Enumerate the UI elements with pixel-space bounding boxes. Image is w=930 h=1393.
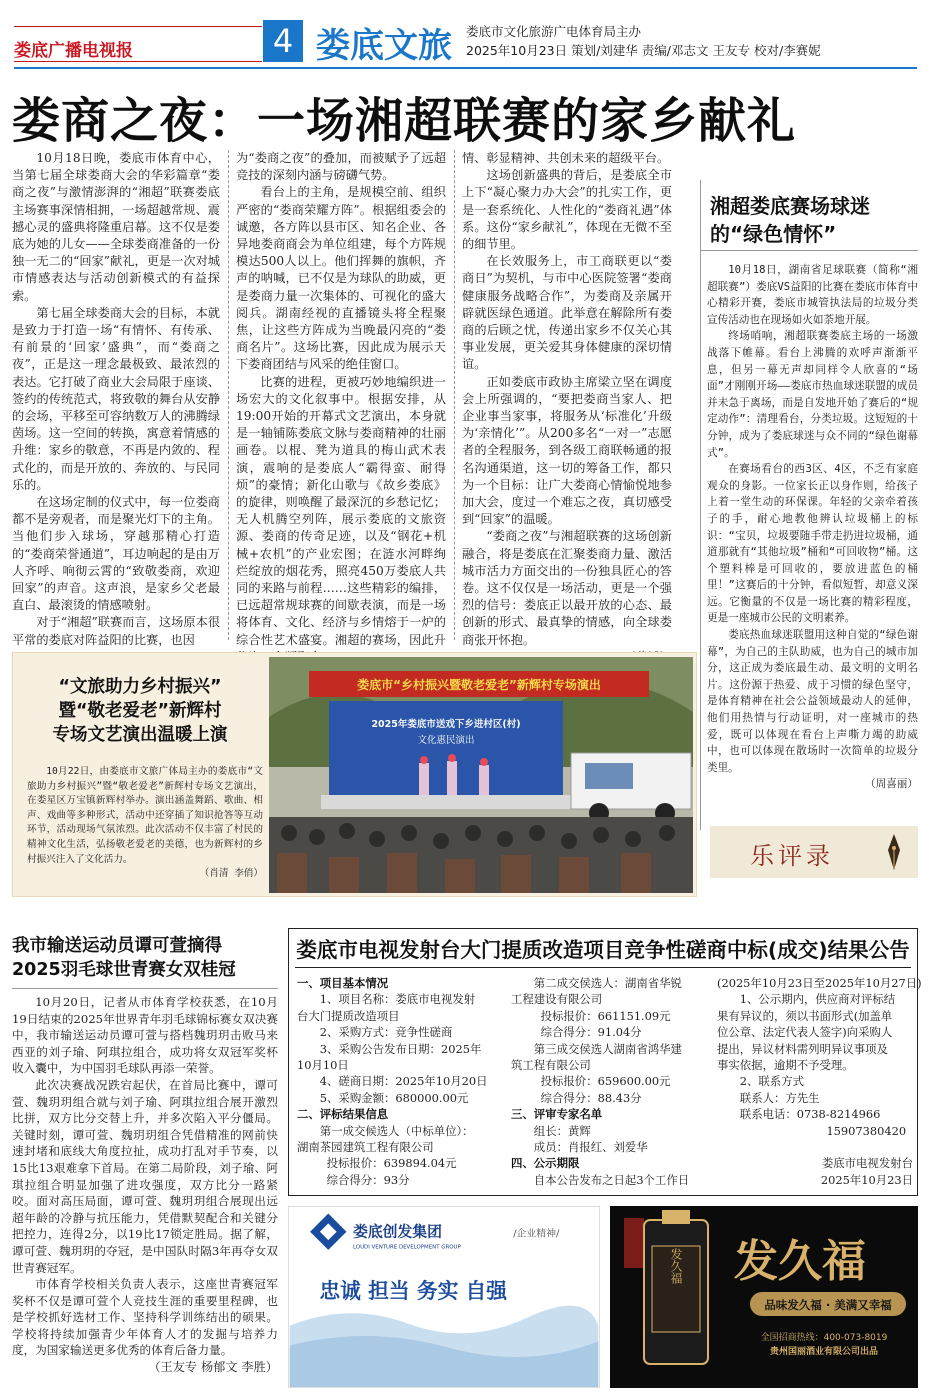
notice-line: 自本公告发布之日起3个工作日 (533, 1172, 690, 1187)
ad1-company-name: 娄底创发集团 (353, 1223, 442, 1241)
notice-line: 2025年10月23日 (820, 1172, 913, 1187)
notice-line: 第三成交侯选人湖南省鸿华建 (533, 1041, 682, 1056)
fans-paragraph: 10月18日，湖南省足球联赛（简称“湘超联赛”）娄底VS益阳的比赛在娄底市体育中心精彩开赛，娄底市城管执法局的垃圾分类宣传活动也在现场如火如荼地开展。 (707, 264, 918, 326)
badminton-title-rule (12, 988, 278, 989)
article-column-3 (462, 150, 672, 647)
article-paragraph: “娄商之夜”与湘超联赛的这场创新融合，将是娄底在汇聚娄商力量、激活城市活力方面交出的一份独具匠心的答卷。这不仅仅是一场活动，更是一个强烈的信号：娄底正以最开放的心态、最创新的形式、最真挚的情感，向全球娄商张开怀抱。 (462, 529, 672, 647)
notice-line: 联系人：方先生 (739, 1090, 820, 1105)
credits-line: 2025年10月23日 策划/刘建华 责编/邓志文 王友专 校对/李赛妮 (466, 43, 821, 58)
bottle-label-text: 发久福 (669, 1248, 683, 1284)
article-paragraph: 10月18日晚，娄底市体育中心，当第七届全球娄商大会的华彩篇章“娄商之夜”与激情澎湃的“湘超”联赛娄底主场赛事深情相拥，一场超越常规、震撼心灵的盛典将隆重启幕。这不仅是娄底为她的儿女——全球娄商准备的一份独一无二的“回家”献礼，更是一次对城市情感表达与活动创新模式的有益探索。 (12, 151, 220, 303)
notice-line: 娄底市电视发射台 (821, 1156, 913, 1171)
column-divider (228, 150, 229, 640)
culture-signature: （肖清 李俏） (199, 868, 263, 880)
notice-line: 10月10日 (297, 1058, 349, 1073)
notice-line: 2、联系方式 (739, 1074, 804, 1089)
banner-text: 娄底市“乡村振兴暨敬老爱老”新辉村专场演出 (357, 678, 601, 692)
notice-line: 联系电话：0738-8214966 (739, 1107, 881, 1122)
badminton-story-title (12, 934, 278, 982)
fans-paragraph: 在赛场看台的西3区、4区，不乏有家庭观众的身影。一位家长正以身作则，给孩子上着一堂生动的环保课。年轻的父亲牵着孩子的手，耐心地教他辨认垃圾桶上的标识：“宝贝，垃圾要随手带走扔进垃圾桶，通道那就有“其他垃圾”桶和“可回收物”桶。这个塑料棒是可回收的，要放进蓝色的桶里！”这赛后的十分钟，看似短暂，却意义深远。它衡量的不仅是一场比赛的精彩程度，更是一座城市公民的文明素养。 (707, 463, 918, 625)
fans-signature: （周喜丽） (865, 778, 918, 791)
notice-line: 综合得分：93分 (326, 1172, 410, 1187)
notice-section-heading: 三、评审专家名单 (511, 1107, 603, 1122)
notice-section-heading: 一、项目基本情况 (297, 976, 389, 990)
notice-line: 事实依据，逾期不予受理。 (717, 1058, 854, 1073)
notice-line: 2、采购方式：竞争性磋商 (319, 1025, 453, 1040)
culture-title-line: 暨“敬老爱老”新辉村 (58, 701, 222, 721)
fans-title-rule (700, 250, 918, 251)
notice-section-heading: 二、评标结果信息 (297, 1107, 389, 1122)
fans-paragraph: 娄底热血球迷联盟用这种自觉的“绿色谢幕”，为自己的主队助威，也为自己的城市加分，这正成为娄底最生动、最文明的文明名片。这份源于热爱、成于习惯的绿色坚守，是体育精神在社会公益领域最动人的延伸，他们用热情与行动证明，对一座城市的热爱，既可以体现在看台上声嘶力竭的助威中，也可以体现在散场时一次简单的垃圾分类里。 (707, 629, 918, 774)
ad2-hotline: 全国招商热线：400-073-8019 (760, 1333, 888, 1343)
masthead-rule (14, 67, 917, 69)
notice-line: 位公章、法定代表人签字)向采购人 (717, 1025, 893, 1040)
column-divider (454, 150, 455, 640)
badminton-title-line: 2025羽毛球世青赛女双桂冠 (12, 960, 236, 980)
lepinglu-label: 乐评录 (750, 842, 834, 870)
badminton-paragraph: 10月20日，记者从市体育学校获悉，在10月19日结束的2025年世界青年羽毛球锦标赛女双决赛中，我市输送运动员谭可萱与搭档魏玥玥击败马来西亚的刘子瑜、阿琪拉组合，成功将女双冠军奖杯收入囊中，为中国羽毛球队再添一荣誉。 (12, 995, 278, 1076)
article-paragraph: 情、彰显精神、共创未来的超级平台。 (462, 151, 670, 165)
ad2-slogan: 品味发久福 · 美满又幸福 (764, 1298, 892, 1312)
fajiufu-liquor-ad (610, 1206, 918, 1388)
fans-paragraph: 终场哨响，湘超联赛娄底主场的一场激战落下帷幕。看台上沸腾的欢呼声渐渐平息，但另一幕无声却同样令人欣喜的“场面”才刚刚开场——娄底市热血球迷联盟的成员并未急于离场，而是自发地开始了赛后的“规定动作”：清理看台，分类垃圾。这短短的十分钟，成为了娄底球迷与众不同的“绿色谢幕式”。 (707, 330, 918, 459)
notice-line: 1、公示期内，供应商对评标结 (739, 992, 896, 1007)
culture-story-box (12, 652, 697, 897)
culture-title-line: “文旅助力乡村振兴” (58, 677, 222, 697)
article-paragraph: 为“娄商之夜”的叠加，而被赋予了远超竞技的深刻内涵与磅礴气势。 (236, 151, 446, 183)
notice-line: 工程建设有限公司 (511, 992, 603, 1007)
article-paragraph: 在长效服务上，市工商联更以“娄商日”为契机，与市中心医院签署“娄商健康服务战略合作”，为娄商及亲属开辟就医绿色通道。此举意在解除所有娄商的后顾之忧，传递出家乡不仅关心其事业发展，更关爱其身体健康的深切情谊。 (462, 254, 672, 372)
notice-line: 台大门提质改造项目 (297, 1008, 400, 1023)
badminton-signature: （王友专 杨郁文 李胜） (148, 1360, 278, 1375)
notice-line: 4、磋商日期：2025年10月20日 (319, 1074, 488, 1089)
main-headline: 娄商之夜：一场湘超联赛的家乡献礼 (12, 93, 797, 149)
notice-line: 组长：黄辉 (533, 1123, 591, 1138)
notice-column-2 (511, 975, 711, 1188)
notice-line: 综合得分：88.43分 (540, 1090, 642, 1105)
ad1-company-en: LOUDI VENTURE DEVELOPMENT GROUP (353, 1244, 461, 1251)
notice-line: 15907380420 (826, 1123, 907, 1138)
badminton-paragraph: 市体育学校相关负责人表示，这座世青赛冠军奖杯不仅是谭可萱个人竞技生涯的重要里程碑，也是学校抓好选材工作、坚持科学训练结出的硕果。学校将持续加强青少年体育人才的发掘与培养力度，为国家输送更多优秀的体育后备力量。 (12, 1277, 278, 1358)
article-column-2 (236, 150, 446, 647)
column-logo-lepinglu (710, 826, 918, 878)
badminton-paragraph: 此次决赛战况跌宕起伏，在首局比赛中，谭可萱、魏玥玥组合就与刘子瑜、阿琪拉组合展开激烈比拼，双方比分交替上升，并多次陷入平分僵局。关键时刻，谭可萱、魏玥玥组合凭借精准的网前快速封堵和底线大角度拉扯，成功打乱对手节奏，以15比13艰难拿下首局。在第二局阶段，刘子瑜、阿琪拉组合明显加强了进攻强度，双方比分一路紧咬。面对高压局面，谭可萱、魏玥玥组合展现出远超年龄的冷静与抗压能力，凭借默契配合和关键分把控力，连得2分，以19比17锁定胜局。据了解，谭可萱、魏玥玥的夺冠，是中国队时隔3年再夺女双世青赛冠军。 (12, 1077, 278, 1275)
tender-result-notice (288, 928, 922, 1196)
notice-line: 5、采购金额：680000.00元 (319, 1090, 469, 1105)
liquor-bottle-icon (644, 1210, 708, 1364)
article-paragraph: 比赛的进程，更被巧妙地编织进一场宏大的文化叙事中。根据安排，从19:00开始的开幕式文艺演出，本身就是一轴铺陈娄底文脉与娄商精神的壮丽画卷。以棍、凳为道具的梅山武术表演，震响的是娄底人“霸得蛮、耐得烦”的豪情；新化山歌与《故乡娄底》的旋律，则唤醒了最深沉的乡愁记忆；无人机腾空列阵，展示娄底的文旅资源、娄商的传奇足迹，以及“钢花+机械+农机”的产业宏图；在涟水河畔绚烂绽放的烟花秀，照亮450万娄底人共同的来路与前程……这些精彩的编排，已远超常规球赛的间歇表演，而是一场将体育、文化、经济与乡情熔于一炉的综合性艺术盛宴。湘超的赛场，因此升 (236, 374, 446, 647)
notice-column-3 (717, 975, 922, 1188)
notice-line: 湖南茶园建筑工程有限公司 (297, 1140, 434, 1155)
notice-line: (2025年10月23日至2025年10月27日) (717, 976, 922, 990)
culture-story-title (25, 675, 255, 747)
notice-line: 提出，异议材料需列明异议事项及 (717, 1041, 888, 1056)
notice-column-1 (297, 975, 502, 1188)
notice-title: 娄底市电视发射台大门提质改造项目竞争性磋商中标(成交)结果公告 (295, 933, 911, 968)
notice-line: 筑工程有限公司 (511, 1058, 591, 1073)
notice-line: 第一成交候选人（中标单位）： (319, 1123, 474, 1138)
article-paragraph: 对于“湘超”联赛而言，这场原本很平常的娄底对阵益阳的比赛，也因 (12, 615, 220, 647)
ad1-spirit-label: /企业精神/ (513, 1228, 560, 1240)
sponsor-line: 娄底市文化旅游广电体育局主办 (466, 24, 642, 39)
stage-backdrop-line1: 2025年娄底市送戏下乡进村区(村) (371, 719, 521, 730)
notice-line: 综合得分：91.04分 (540, 1025, 642, 1040)
section-title: 娄底文旅 (316, 26, 452, 66)
ad1-slogan: 忠诚 担当 务实 自强 (319, 1278, 508, 1303)
fans-story-body (707, 262, 918, 822)
chuangfa-group-ad (288, 1206, 600, 1388)
fans-story-title: 湘超娄底赛场球迷的“绿色情怀” (710, 194, 870, 246)
culture-story-body (27, 765, 263, 882)
stage-performance-photo (269, 657, 693, 893)
notice-line: 3、采购公告发布日期：2025年 (319, 1041, 482, 1056)
stage-backdrop-line2: 文化惠民演出 (417, 735, 475, 746)
masthead (0, 0, 930, 70)
notice-line: 果有异议的，须以书面形式(加盖单 (717, 1008, 893, 1023)
article-paragraph: 在这场定制的仪式中，每一位娄商都不是旁观者，而是聚光灯下的主角。当他们步入球场，穿越那精心打造的“娄商荣誉通道”，耳边响起的是由万人齐呼、响彻云霄的“致敬娄商，欢迎回家”的声音。这声浪，是家乡父老最直白、最滚烫的情感喷射。 (12, 495, 220, 613)
notice-line: 投标报价：639894.04元 (326, 1156, 457, 1171)
notice-line: 成员：肖报红、刘爱华 (533, 1140, 648, 1155)
fountain-pen-icon (880, 832, 908, 872)
notice-line (717, 1139, 913, 1155)
notice-line: 投标报价：659600.00元 (540, 1074, 671, 1089)
article-paragraph: 看台上的主角，是规模空前、组织严密的“娄商荣耀方阵”。根据组委会的诚邀，各方阵以县市区、知名企业、各异地娄商商会为单位组建，每个方阵规模达500人以上。他们挥舞的旗帜，齐声的呐喊，已不仅是为球队的助威，更是娄商力量一次集体的、可视化的盛大阅兵。湖南经视的直播镜头将全程聚焦，让这些方阵成为当晚最闪亮的“娄商名片”。这场比赛，因此成为展示天下娄商团结与风采的绝佳窗口。 (236, 185, 446, 372)
notice-section-heading: 四、公示期限 (511, 1156, 580, 1171)
culture-paragraph: 10月22日，由娄底市文旅广体局主办的娄底市“文旅助力乡村振兴”暨“敬老爱老”新辉村专场文艺演出，在娄星区万宝镇新辉村举办。演出涵盖舞蹈、歌曲、相声、戏曲等多种形式，活动中还穿插了知识抢答等互动环节，活动现场气氛浓烈。此次活动不仅丰富了村民的精神文化生活，弘扬敬老爱老的美德，也为新辉村的乡村振兴注入了文化活力。 (27, 766, 263, 865)
ad2-brand-big: 发久福 (734, 1236, 866, 1287)
newspaper-brand: 娄底广播电视报 (14, 36, 262, 58)
badminton-story-body (12, 994, 278, 1384)
ad2-company: 贵州国丽酒业有限公司出品 (769, 1347, 879, 1357)
notice-line: 第二成交侯选人：湖南省华锐 (533, 976, 682, 990)
article-column-1 (12, 150, 220, 647)
article-paragraph: 正如娄底市政协主席梁立坚在调度会上所强调的，“要把娄商当家人、把企业事当家事，将服务从‘标准化’升级为‘亲情化’”。从200多名“一对一”志愿者的全程服务，到各级工商联畅通的报名沟通渠道，这一切的筹备工作，都只为一个目标：让广大娄商心情愉悦地参加大会，度过一个难忘之夜，真切感受到“回家”的温暖。 (462, 374, 672, 527)
badminton-title-line: 我市输送运动员谭可萱摘得 (12, 936, 222, 956)
article-paragraph: 第七届全球娄商大会的目标，本就是致力于打造一场“有情怀、有传承、有前景的‘回家’盛典”，而“娄商之夜”，正是这一理念最极致、最浓烈的表达。它打破了商业大会局限于座谈、签约的传统范式，将致敬的舞台从安静的会场，平移至可容纳数万人的沸腾绿茵场。这一空间的转换，寓意着情感的升维：家乡的敬意，不再是内敛的、程式化的，而是开放的、奔放的、与民同乐的。 (12, 305, 220, 492)
notice-line: 投标报价：661151.09元 (540, 1008, 671, 1023)
page-number: 4 (263, 20, 303, 62)
culture-title-line: 专场文艺演出温暖上演 (52, 725, 228, 745)
article-paragraph: 这场创新盛典的背后，是娄底全市上下“凝心聚力办大会”的扎实工作，更是一套系统化、人性化的“娄商礼遇”体系。这份“家乡献礼”，体现在无微不至的细节里。 (462, 168, 672, 252)
notice-line: 1、项目名称：娄底市电视发射 (319, 992, 476, 1007)
